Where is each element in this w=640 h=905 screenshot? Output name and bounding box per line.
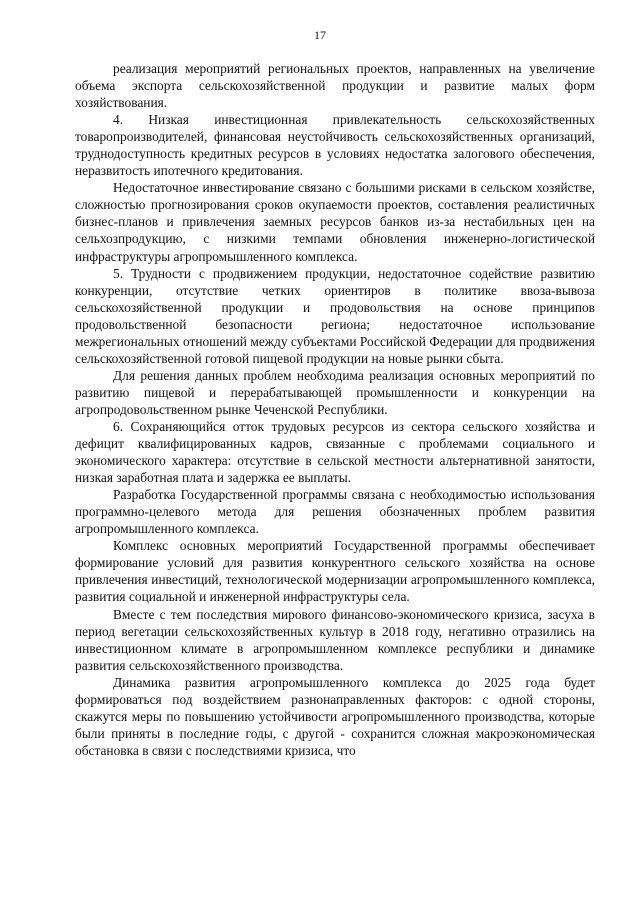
paragraph-item-4: 4. Низкая инвестиционная привлекательность сельскохозяйственных товаропроизводителей, финансовая неустойчивость сельскохозяйственных организаций, труднодоступность кредитных ресурсов в условиях недостатка залогового обеспечения, неразвитость ипотечного кредитования. <box>75 112 595 179</box>
paragraph-item-6: 6. Сохраняющийся отток трудовых ресурсов из сектора сельского хозяйства и дефицит квалифицированных кадров, связанные с проблемами социального и экономического характера: отсутствие в сельской местности альтернативной занятости, низкая заработная плата и задержка ее выплаты. <box>75 418 595 486</box>
paragraph-continuation: реализация мероприятий региональных проектов, направленных на увеличение объема экспорта сельскохозяйственной продукции и развитие малых форм хозяйствования. <box>75 61 595 111</box>
paragraph-item-5: 5. Трудности с продвижением продукции, недостаточное содействие развитию конкуренции, отсутствие четких ориентиров в политике ввоза-вывоза сельскохозяйственной продукции и продовольствия на основе принципов продовольственной безопасности региона; недостаточное использование межрегиональных отношений между субъектами Российской Федерации для продвижения сельскохозяйственной готовой пищевой продукции на новые рынки сбыта. <box>75 265 595 366</box>
paragraph-development-dynamics: Динамика развития агропромышленного комплекса до 2025 года будет формироваться под воздействием разнонаправленных факторов: с одной стороны, скажутся меры по повышению устойчивости агропромышленного производства, которые были приняты в последние годы, с другой - сохранится сложная макроэкономическая обстановка в связи с последствиями кризиса, что <box>75 674 595 758</box>
document-body <box>75 60 595 759</box>
paragraph-program-development: Разработка Государственной программы связана с необходимостью использования программно-целевого метода для решения обозначенных проблем развития агропромышленного комплекса. <box>75 487 595 537</box>
paragraph-crisis-effects: Вместе с тем последствия мирового финансово-экономического кризиса, засуха в период вегетации сельскохозяйственных культур в 2018 году, негативно отразились на инвестиционном климате в агропромышленном комплексе республики и динамике развития сельскохозяйственного производства. <box>75 606 595 673</box>
page-number: 17 <box>314 28 326 42</box>
paragraph-solutions: Для решения данных проблем необходима реализация основных мероприятий по развитию пищевой и перерабатывающей промышленности и конкуренции на агропродовольственном рынке Чеченской Республики. <box>75 367 595 417</box>
paragraph-program-measures: Комплекс основных мероприятий Государственной программы обеспечивает формирование условий для развития конкурентного сельского хозяйства на основе привлечения инвестиций, технологической модернизации агропромышленного комплекса, развития социальной и инженерной инфраструктуры села. <box>75 538 595 605</box>
paragraph-investment-risks: Недостаточное инвестирование связано с большими рисками в сельском хозяйстве, сложностью прогнозирования сроков окупаемости проектов, составления реалистичных бизнес-планов и привлечения заемных ресурсов банков из-за нестабильных цен на сельхозпродукцию, с низкими темпами обновления инженерно-логистической инфраструктуры агропромышленного комплекса. <box>75 180 595 264</box>
